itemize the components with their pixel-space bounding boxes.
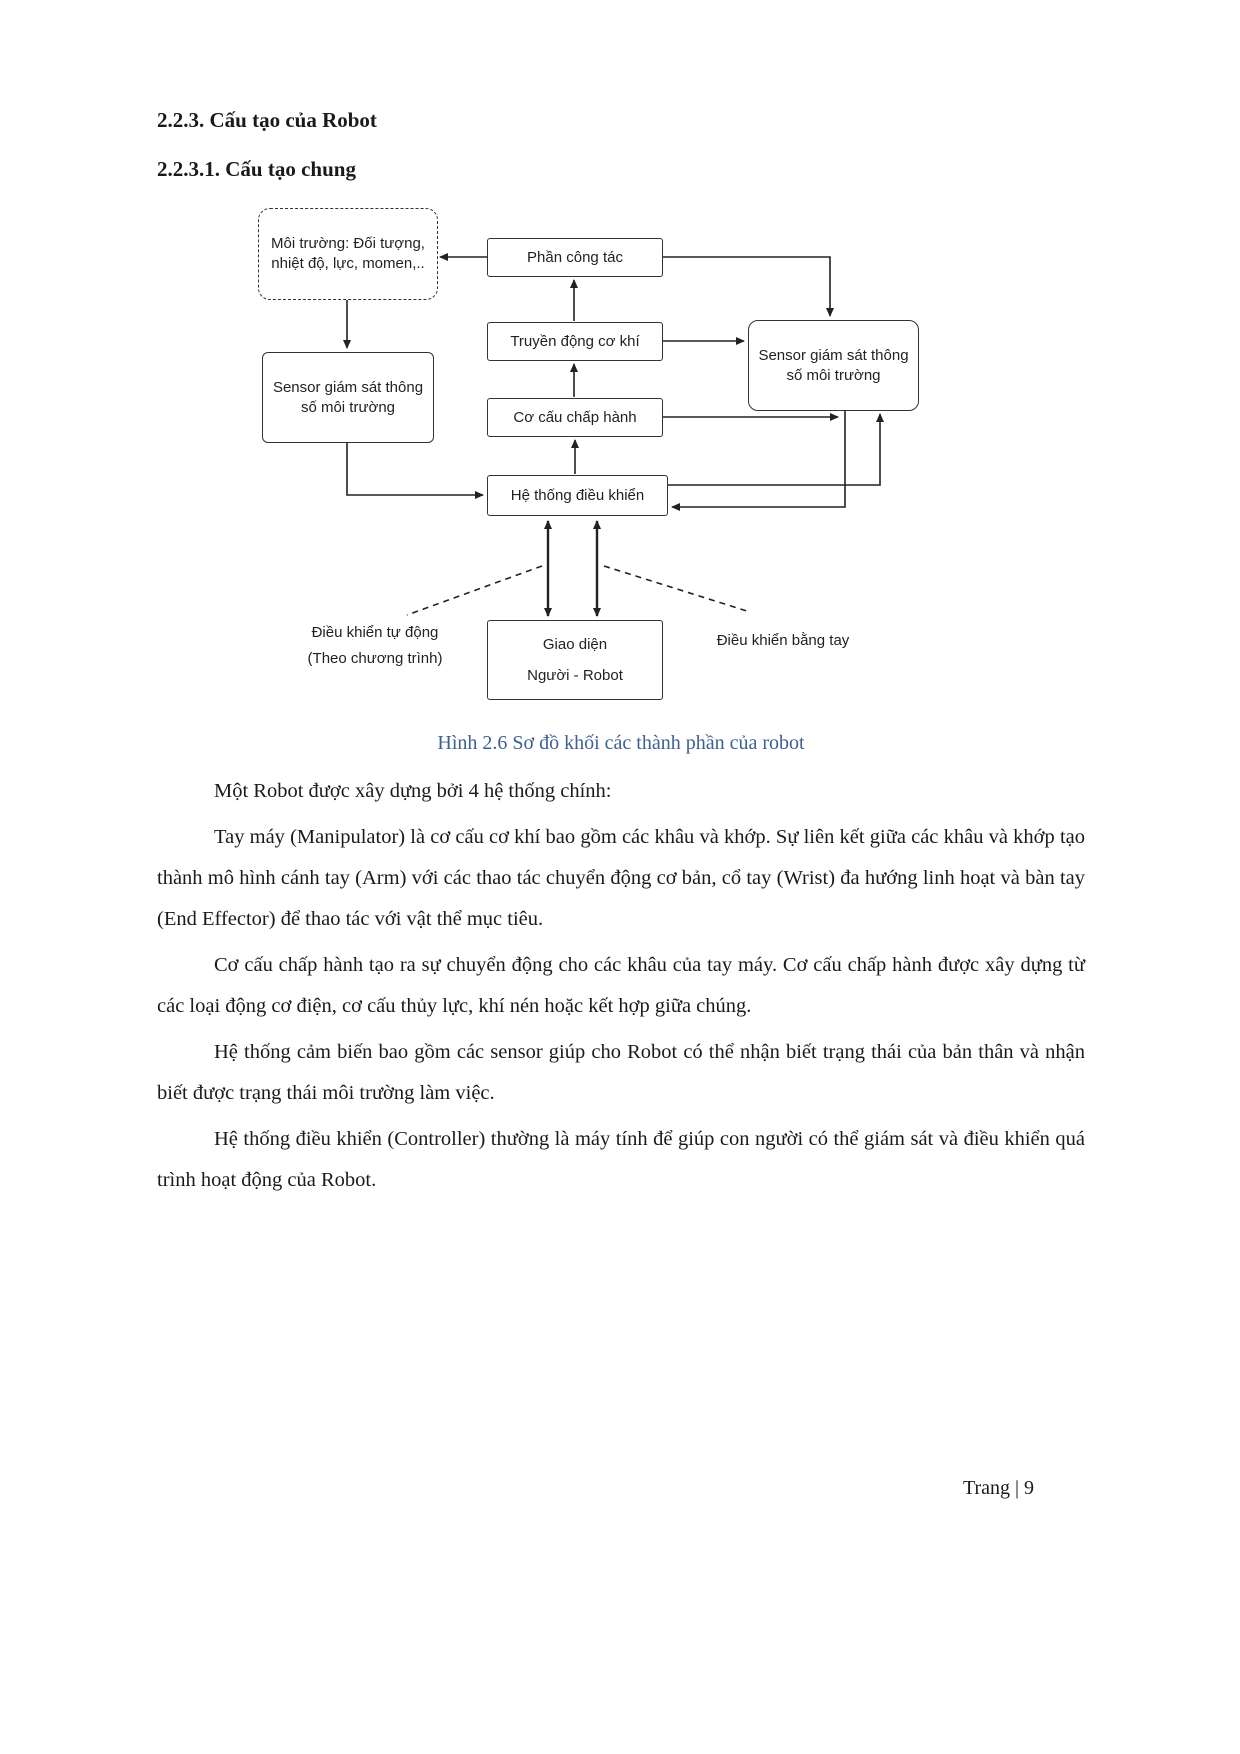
interface-label-line1: Giao diện — [542, 635, 608, 653]
figure-caption: Hình 2.6 Sơ đồ khối các thành phần của robot — [437, 732, 805, 755]
sensor-right-box: Sensor giám sát thông số môi trường — [748, 320, 919, 411]
mech-transmission-box: Truyền động cơ khí — [487, 322, 663, 361]
work-part-box: Phần công tác — [487, 238, 663, 277]
paragraph: Cơ cấu chấp hành tạo ra sự chuyển động cho các khâu của tay máy. Cơ cấu chấp hành được xây dựng từ các loại động cơ điện, cơ cấu thủy lực, khí nén hoặc kết hợp giữa chúng. — [157, 954, 1085, 1018]
auto-control-label: Điều khiển tự động (Theo chương trình) — [307, 624, 443, 667]
sensor-left-box: Sensor giám sát thông số môi trường — [262, 352, 434, 443]
paragraph: Hệ thống cảm biến bao gồm các sensor giúp cho Robot có thể nhận biết trạng thái của bản thân và nhận biết được trạng thái môi trường làm việc. — [157, 1041, 1085, 1105]
dashed-line-auto-control — [407, 566, 542, 615]
actuator-box: Cơ cấu chấp hành — [487, 398, 663, 437]
interface-label-line2: Người - Robot — [527, 666, 623, 684]
dashed-line-manual-control — [604, 566, 750, 612]
arrow-sensor-left-to-control — [347, 443, 483, 495]
arrow-workpart-to-sensor-right — [663, 257, 830, 316]
section-heading: 2.2.3. Cấu tạo của Robot — [157, 108, 377, 132]
control-system-box: Hệ thống điều khiển — [487, 475, 668, 516]
manual-control-label: Điều khiển bằng tay — [716, 632, 850, 650]
subsection-heading: 2.2.3.1. Cấu tạo chung — [157, 157, 356, 182]
paragraph: Một Robot được xây dựng bởi 4 hệ thống chính: — [214, 780, 612, 803]
page-number-footer: Trang | 9 — [962, 1477, 1034, 1499]
body-text — [157, 771, 1085, 1201]
paragraph: Hệ thống điều khiển (Controller) thường là máy tính để giúp con người có thể giám sát và điều khiển quá trình hoạt động của Robot. — [157, 1128, 1085, 1192]
arrow-control-to-sensor-right — [668, 414, 880, 485]
robot-block-diagram — [157, 200, 947, 712]
paragraph: Tay máy (Manipulator) là cơ cấu cơ khí bao gồm các khâu và khớp. Sự liên kết giữa các khâu và khớp tạo thành mô hình cánh tay (Arm) với các thao tác chuyển động cơ bản, cổ tay (Wrist) đa hướng linh hoạt và bàn tay (End Effector) để thao tác với vật thể mục tiêu. — [157, 826, 1085, 931]
arrow-sensor-right-to-control — [672, 411, 845, 507]
environment-box: Môi trường: Đối tượng, nhiệt độ, lực, momen,.. — [258, 208, 438, 300]
human-robot-interface-box — [487, 620, 663, 700]
